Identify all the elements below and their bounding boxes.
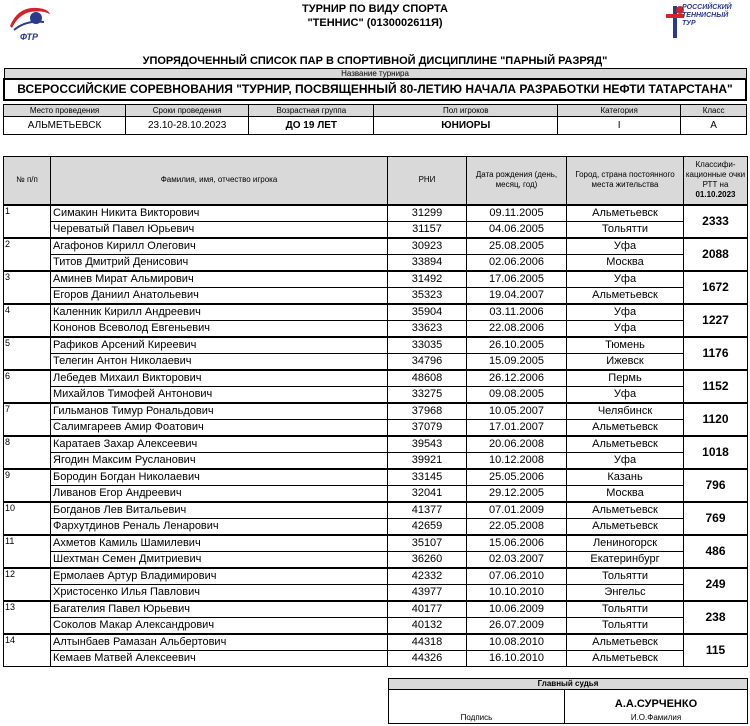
pair-points: 796 (684, 469, 748, 502)
player-city: Челябинск (567, 403, 684, 420)
player-dob: 10.10.2010 (467, 584, 567, 601)
chief-judge-label: Главный судья (389, 679, 748, 690)
player-name: Богданов Лев Витальевич (51, 502, 388, 519)
player-name: Телегин Антон Николаевич (51, 353, 388, 370)
table-row (4, 320, 748, 337)
pair-points: 2333 (684, 205, 748, 238)
pair-number: 8 (4, 436, 51, 469)
col-city-header: Город, страна постоянного места жительства (567, 157, 684, 205)
signature-label: Подпись (460, 713, 493, 722)
player-city: Пермь (567, 370, 684, 387)
points-header-text: Классифи-кационные очки РТТ на (685, 160, 746, 190)
signature-cell (389, 690, 565, 724)
player-city: Энгельс (567, 584, 684, 601)
player-name: Каратаев Захар Алексеевич (51, 436, 388, 453)
player-dob: 19.04.2007 (467, 287, 567, 304)
pairs-table (3, 156, 748, 667)
table-row (4, 485, 748, 502)
col-num-header: № п/п (4, 157, 51, 205)
judge-name-cell (565, 690, 748, 724)
table-row (4, 617, 748, 634)
ftr-logo-text: ФТР (20, 32, 38, 42)
table-row (4, 584, 748, 601)
pair-points: 769 (684, 502, 748, 535)
pair-points: 1152 (684, 370, 748, 403)
player-rni: 30923 (388, 238, 467, 255)
table-row (4, 502, 748, 519)
class-label: Класс (681, 105, 747, 117)
player-city: Москва (567, 485, 684, 502)
tournament-info-table (3, 104, 747, 135)
table-row (4, 419, 748, 436)
player-city: Альметьевск (567, 419, 684, 436)
col-dob-header: Дата рождения (день, месяц, год) (467, 157, 567, 205)
player-dob: 09.11.2005 (467, 205, 567, 222)
signature-table (388, 678, 748, 724)
pair-points: 1227 (684, 304, 748, 337)
player-rni: 39921 (388, 452, 467, 469)
pair-number: 12 (4, 568, 51, 601)
player-name: Салимгареев Амир Фоатович (51, 419, 388, 436)
pair-number: 4 (4, 304, 51, 337)
player-dob: 02.03.2007 (467, 551, 567, 568)
player-city: Москва (567, 254, 684, 271)
player-dob: 03.11.2006 (467, 304, 567, 321)
player-dob: 10.05.2007 (467, 403, 567, 420)
tournament-name: ВСЕРОССИЙСКИЕ СОРЕВНОВАНИЯ "ТУРНИР, ПОСВЯЩЕННЫЙ 80-ЛЕТИЮ НАЧАЛА РАЗРАБОТКИ НЕФТИ ТАТАРСТАНА" (4, 79, 746, 100)
gender-label: Пол игроков (374, 105, 558, 117)
table-row (4, 634, 748, 651)
player-rni: 33275 (388, 386, 467, 403)
pair-points: 1176 (684, 337, 748, 370)
player-dob: 16.10.2010 (467, 650, 567, 666)
player-rni: 34796 (388, 353, 467, 370)
player-city: Альметьевск (567, 518, 684, 535)
category-value: I (558, 117, 681, 135)
pair-number: 5 (4, 337, 51, 370)
player-city: Альметьевск (567, 287, 684, 304)
player-dob: 15.06.2006 (467, 535, 567, 552)
player-rni: 40177 (388, 601, 467, 618)
table-row (4, 568, 748, 585)
table-row (4, 650, 748, 666)
player-dob: 22.08.2006 (467, 320, 567, 337)
player-rni: 43977 (388, 584, 467, 601)
pair-points: 1672 (684, 271, 748, 304)
player-rni: 33623 (388, 320, 467, 337)
pair-number: 13 (4, 601, 51, 634)
rtt-logo-text: РОССИЙСКИЙ ТЕННИСНЫЙ ТУР (682, 4, 732, 27)
player-city: Альметьевск (567, 205, 684, 222)
table-row (4, 221, 748, 238)
player-rni: 33145 (388, 469, 467, 486)
pair-points: 486 (684, 535, 748, 568)
col-name-header: Фамилия, имя, отчество игрока (51, 157, 388, 205)
pair-number: 3 (4, 271, 51, 304)
player-city: Альметьевск (567, 436, 684, 453)
points-header-date: 01.10.2023 (695, 190, 736, 200)
table-row (4, 238, 748, 255)
tournament-name-table (3, 68, 747, 101)
player-city: Ижевск (567, 353, 684, 370)
player-city: Уфа (567, 386, 684, 403)
table-row (4, 337, 748, 354)
player-name: Череватый Павел Юрьевич (51, 221, 388, 238)
player-city: Альметьевск (567, 502, 684, 519)
pair-points: 1120 (684, 403, 748, 436)
player-city: Уфа (567, 452, 684, 469)
table-row (4, 535, 748, 552)
player-rni: 33035 (388, 337, 467, 354)
player-dob: 25.05.2006 (467, 469, 567, 486)
table-row (4, 403, 748, 420)
player-dob: 17.06.2005 (467, 271, 567, 288)
player-name: Гильманов Тимур Рональдович (51, 403, 388, 420)
table-row (4, 469, 748, 486)
player-city: Уфа (567, 320, 684, 337)
pair-number: 9 (4, 469, 51, 502)
player-rni: 35904 (388, 304, 467, 321)
player-name: Кононов Всеволод Евгеньевич (51, 320, 388, 337)
player-city: Альметьевск (567, 634, 684, 651)
player-name: Рафиков Арсений Киреевич (51, 337, 388, 354)
pair-number: 2 (4, 238, 51, 271)
player-dob: 07.06.2010 (467, 568, 567, 585)
player-rni: 39543 (388, 436, 467, 453)
table-row (4, 205, 748, 222)
pair-number: 1 (4, 205, 51, 238)
player-name: Симакин Никита Викторович (51, 205, 388, 222)
player-dob: 20.06.2008 (467, 436, 567, 453)
pair-points: 115 (684, 634, 748, 667)
player-name: Титов Дмитрий Денисович (51, 254, 388, 271)
pairs-body (4, 205, 748, 667)
player-rni: 44318 (388, 634, 467, 651)
player-dob: 15.09.2005 (467, 353, 567, 370)
venue-label: Место проведения (4, 105, 126, 117)
age-group-label: Возрастная группа (249, 105, 374, 117)
player-dob: 22.05.2008 (467, 518, 567, 535)
player-city: Тольятти (567, 601, 684, 618)
player-name: Бородин Богдан Николаевич (51, 469, 388, 486)
col-rni-header: РНИ (388, 157, 467, 205)
list-title: УПОРЯДОЧЕННЫЙ СПИСОК ПАР В СПОРТИВНОЙ ДИСЦИПЛИНЕ "ПАРНЫЙ РАЗРЯД" (142, 55, 608, 67)
venue-value: АЛЬМЕТЬЕВСК (4, 117, 126, 135)
player-dob: 26.10.2005 (467, 337, 567, 354)
table-row (4, 287, 748, 304)
player-city: Екатеринбург (567, 551, 684, 568)
player-name: Багателия Павел Юрьевич (51, 601, 388, 618)
player-city: Уфа (567, 271, 684, 288)
pair-number: 14 (4, 634, 51, 667)
pair-points: 238 (684, 601, 748, 634)
player-dob: 10.06.2009 (467, 601, 567, 618)
pair-number: 11 (4, 535, 51, 568)
player-name: Алтынбаев Рамазан Альбертович (51, 634, 388, 651)
player-rni: 32041 (388, 485, 467, 502)
pair-points: 249 (684, 568, 748, 601)
player-name: Фархутдинов Реналь Ленарович (51, 518, 388, 535)
table-row (4, 271, 748, 288)
table-row (4, 353, 748, 370)
player-rni: 42332 (388, 568, 467, 585)
table-row (4, 370, 748, 387)
col-points-header (684, 157, 748, 205)
player-city: Лениногорск (567, 535, 684, 552)
player-city: Уфа (567, 238, 684, 255)
category-label: Категория (558, 105, 681, 117)
header-line-1: ТУРНИР ПО ВИДУ СПОРТА (302, 3, 448, 15)
player-rni: 31299 (388, 205, 467, 222)
table-row (4, 254, 748, 271)
player-name: Лебедев Михаил Викторович (51, 370, 388, 387)
player-dob: 29.12.2005 (467, 485, 567, 502)
header-line-2: "ТЕННИС" (0130002611Я) (307, 17, 443, 29)
player-city: Тольятти (567, 568, 684, 585)
player-rni: 40132 (388, 617, 467, 634)
player-dob: 07.01.2009 (467, 502, 567, 519)
player-dob: 10.12.2008 (467, 452, 567, 469)
class-value: A (681, 117, 747, 135)
player-name: Аминев Мират Альмирович (51, 271, 388, 288)
player-rni: 48608 (388, 370, 467, 387)
player-name: Христосенко Илья Павлович (51, 584, 388, 601)
judge-name: А.А.СУРЧЕНКО (614, 698, 698, 710)
pair-points: 2088 (684, 238, 748, 271)
player-name: Михайлов Тимофей Антонович (51, 386, 388, 403)
player-name: Ахметов Камиль Шамилевич (51, 535, 388, 552)
player-city: Казань (567, 469, 684, 486)
player-rni: 42659 (388, 518, 467, 535)
table-row (4, 518, 748, 535)
player-rni: 36260 (388, 551, 467, 568)
pair-number: 7 (4, 403, 51, 436)
player-rni: 31157 (388, 221, 467, 238)
dates-label: Сроки проведения (126, 105, 249, 117)
player-city: Тольятти (567, 221, 684, 238)
player-name: Кемаев Матвей Алексеевич (51, 650, 388, 666)
player-dob: 04.06.2005 (467, 221, 567, 238)
pair-number: 10 (4, 502, 51, 535)
player-dob: 26.12.2006 (467, 370, 567, 387)
dates-value: 23.10-28.10.2023 (126, 117, 249, 135)
player-dob: 10.08.2010 (467, 634, 567, 651)
player-name: Ермолаев Артур Владимирович (51, 568, 388, 585)
player-city: Уфа (567, 304, 684, 321)
player-dob: 25.08.2005 (467, 238, 567, 255)
player-rni: 44326 (388, 650, 467, 666)
player-name: Каленник Кирилл Андреевич (51, 304, 388, 321)
pair-points: 1018 (684, 436, 748, 469)
player-rni: 35323 (388, 287, 467, 304)
player-rni: 37968 (388, 403, 467, 420)
pair-number: 6 (4, 370, 51, 403)
player-dob: 26.07.2009 (467, 617, 567, 634)
player-rni: 33894 (388, 254, 467, 271)
player-name: Агафонов Кирилл Олегович (51, 238, 388, 255)
age-group-value: ДО 19 ЛЕТ (249, 117, 374, 135)
gender-value: ЮНИОРЫ (374, 117, 558, 135)
player-city: Тюмень (567, 337, 684, 354)
player-city: Альметьевск (567, 650, 684, 666)
player-dob: 09.08.2005 (467, 386, 567, 403)
player-rni: 31492 (388, 271, 467, 288)
table-row (4, 386, 748, 403)
player-rni: 37079 (388, 419, 467, 436)
table-row (4, 436, 748, 453)
table-row (4, 551, 748, 568)
player-rni: 35107 (388, 535, 467, 552)
player-name: Ливанов Егор Андреевич (51, 485, 388, 502)
player-name: Соколов Макар Александрович (51, 617, 388, 634)
player-dob: 02.06.2006 (467, 254, 567, 271)
player-rni: 41377 (388, 502, 467, 519)
player-name: Егоров Даниил Анатольевич (51, 287, 388, 304)
table-row (4, 452, 748, 469)
table-row (4, 304, 748, 321)
judge-name-label: И.О.Фамилия (630, 713, 682, 722)
player-city: Тольятти (567, 617, 684, 634)
player-dob: 17.01.2007 (467, 419, 567, 436)
table-row (4, 601, 748, 618)
tournament-name-label: Название турнира (4, 69, 746, 80)
player-name: Шехтман Семен Дмитриевич (51, 551, 388, 568)
player-name: Ягодин Максим Русланович (51, 452, 388, 469)
